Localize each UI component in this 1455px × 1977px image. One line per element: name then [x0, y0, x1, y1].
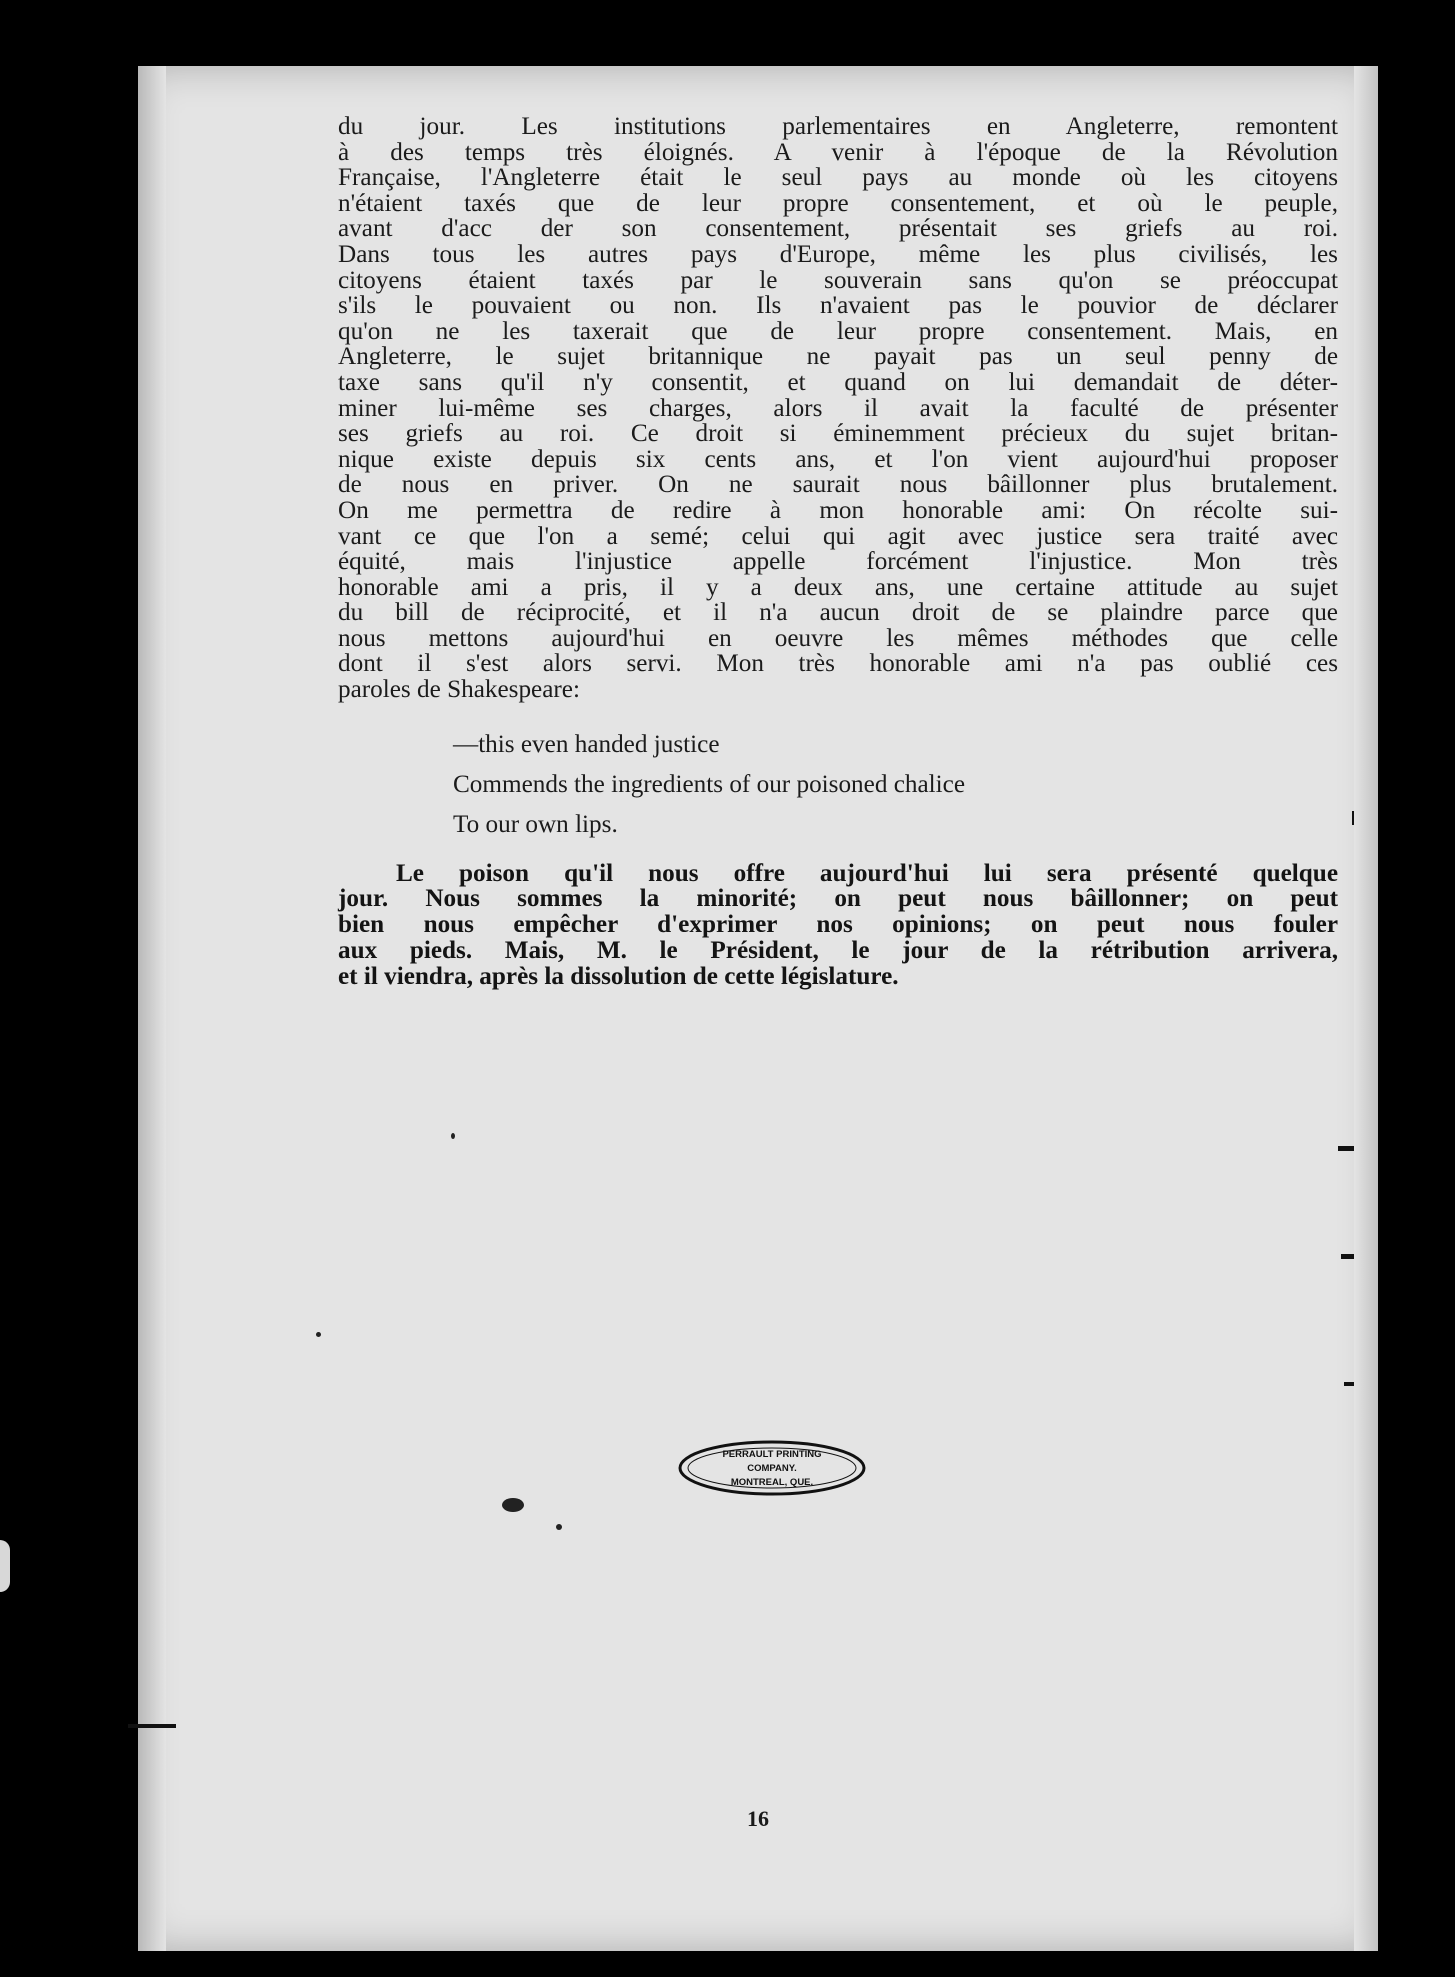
paragraph-line: équité, mais l'injustice appelle forcément l'injustice. Mon très	[338, 548, 1338, 576]
paragraph-line: miner lui-même ses charges, alors il avait la faculté de présenter	[338, 394, 1338, 422]
paragraph-line: avant d'acc der son consentement, présentait ses griefs au roi.	[338, 215, 1338, 243]
verse-line: —this even handed justice	[453, 730, 720, 758]
ink-speck	[502, 1498, 524, 1512]
page-number: 16	[747, 1806, 769, 1831]
paragraph-line: du bill de réciprocité, et il n'a aucun droit de se plaindre parce que	[338, 599, 1338, 627]
paragraph-line: qu'on ne les taxerait que de leur propre consentement. Mais, en	[338, 317, 1338, 345]
paragraph-line: à des temps très éloignés. A venir à l'époque de la Révolution	[338, 138, 1338, 166]
paragraph-line: s'ils le pouvaient ou non. Ils n'avaient pas le pouvior de déclarer	[338, 292, 1338, 320]
edge-mark	[128, 1724, 176, 1728]
closing-line: Le poison qu'il nous offre aujourd'hui lui sera présenté quelque	[396, 859, 1338, 887]
closing-line: et il viendra, après la dissolution de cette législature.	[338, 962, 899, 990]
paragraph-line: vant ce que l'on a semé; celui qui agit avec justice sera traité avec	[338, 522, 1338, 550]
paragraph-line: ses griefs au roi. Ce droit si éminemment précieux du sujet britan-	[338, 420, 1338, 448]
printer-stamp-icon	[678, 1440, 866, 1496]
edge-mark	[1344, 1382, 1364, 1386]
edge-mark	[0, 1540, 10, 1592]
ink-speck	[316, 1332, 321, 1337]
stamp-line-1: PERRAULT PRINTING	[722, 1449, 822, 1460]
verse-line: Commends the ingredients of our poisoned chalice	[453, 770, 966, 798]
closing-line: bien nous empêcher d'exprimer nos opinions; on peut nous fouler	[338, 911, 1338, 939]
paragraph-line: Française, l'Angleterre était le seul pays au monde où les citoyens	[338, 164, 1338, 192]
paragraph-line: n'étaient taxés que de leur propre consentement, et où le peuple,	[338, 189, 1338, 217]
paragraph-line: du jour. Les institutions parlementaires en Angleterre, remontent	[338, 113, 1338, 140]
paragraph-line: citoyens étaient taxés par le souverain sans qu'on se préoccupat	[338, 266, 1338, 294]
edge-mark	[1352, 811, 1360, 825]
ink-speck	[556, 1524, 562, 1530]
ink-speck	[451, 1133, 455, 1139]
stamp-line-2: COMPANY.	[747, 1463, 797, 1474]
paragraph-line: Angleterre, le sujet britannique ne payait pas un seul penny de	[338, 343, 1338, 371]
stamp-line-3: MONTREAL, QUE.	[730, 1477, 814, 1488]
edge-mark	[1338, 1146, 1362, 1151]
paragraph-line: dont il s'est alors servi. Mon très honorable ami n'a pas oublié ces	[338, 650, 1338, 678]
document-page	[138, 66, 1378, 1951]
paragraph-line: nique existe depuis six cents ans, et l'on vient aujourd'hui proposer	[338, 445, 1338, 473]
paragraph-line: honorable ami a pris, il y a deux ans, une certaine attitude au sujet	[338, 573, 1338, 601]
shakespeare-quote	[338, 725, 1338, 845]
closing-paragraph	[338, 861, 1338, 990]
closing-line: jour. Nous sommes la minorité; on peut nous bâillonner; on peut	[338, 885, 1338, 913]
edge-mark	[1341, 1254, 1361, 1259]
paragraph-line: Dans tous les autres pays d'Europe, même les plus civilisés, les	[338, 240, 1338, 268]
closing-line: aux pieds. Mais, M. le Président, le jour de la rétribution arrivera,	[338, 937, 1338, 965]
main-paragraph	[338, 114, 1338, 703]
paragraph-line: paroles de Shakespeare:	[338, 676, 580, 704]
paragraph-line: de nous en priver. On ne saurait nous bâillonner plus brutalement.	[338, 471, 1338, 499]
paragraph-line: nous mettons aujourd'hui en oeuvre les mêmes méthodes que celle	[338, 624, 1338, 652]
paragraph-line: On me permettra de redire à mon honorable ami: On récolte sui-	[338, 496, 1338, 524]
paragraph-line: taxe sans qu'il n'y consentit, et quand on lui demandait de déter-	[338, 368, 1338, 396]
text-block	[338, 114, 1338, 1015]
edge-mark	[1354, 756, 1362, 772]
verse-line: To our own lips.	[453, 810, 618, 838]
